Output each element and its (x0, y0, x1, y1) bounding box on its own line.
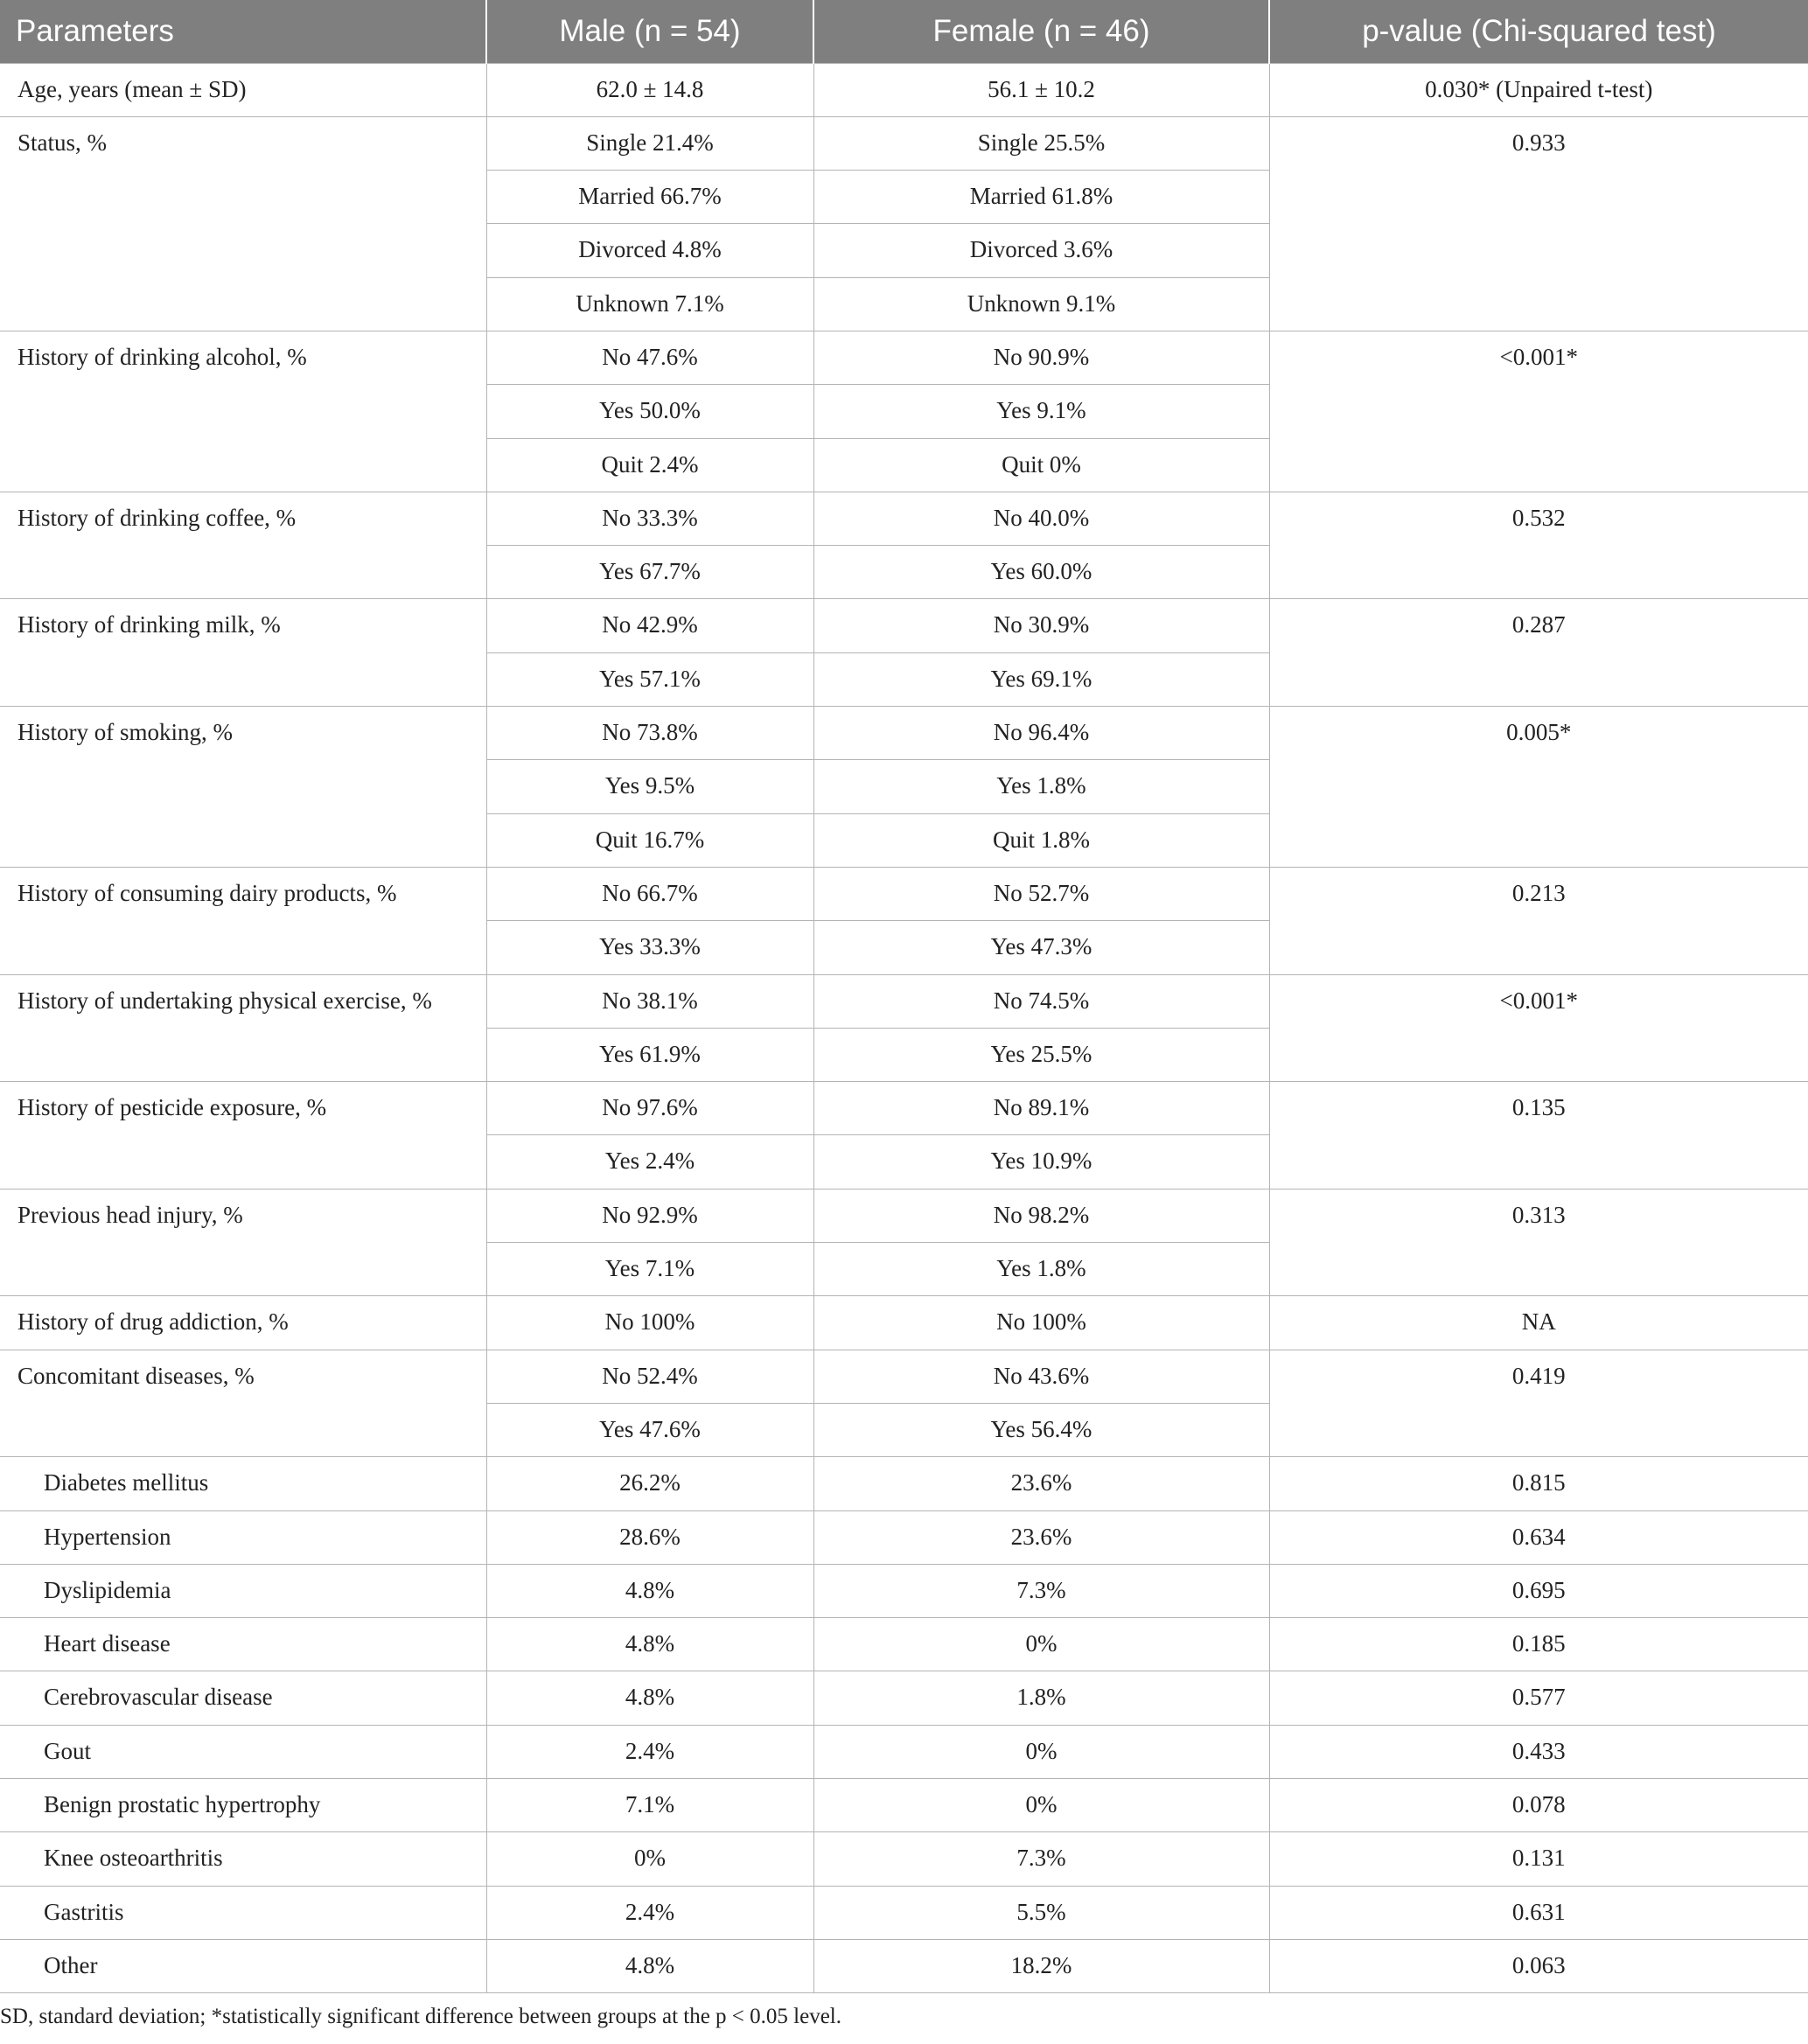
table-row (0, 1457, 1808, 1510)
female-value-cell: 0% (813, 1779, 1269, 1832)
p-value-cell: 0.419 (1269, 1350, 1808, 1457)
male-value-cell: Yes 50.0% (486, 385, 813, 438)
table-row (0, 1886, 1808, 1939)
table-footnote: SD, standard deviation; *statistically significant difference between groups at the p < 0.05 level. (0, 2005, 841, 2028)
parameter-cell: Gastritis (0, 1886, 486, 1939)
male-value-cell: 4.8% (486, 1564, 813, 1617)
p-value-cell: 0.433 (1269, 1725, 1808, 1778)
table-row (0, 1350, 1808, 1403)
parameter-cell: History of undertaking physical exercise, % (0, 974, 486, 1082)
male-value-cell: 26.2% (486, 1457, 813, 1510)
table-row (0, 1510, 1808, 1564)
female-value-cell: 56.1 ± 10.2 (813, 63, 1269, 116)
female-value-cell: No 96.4% (813, 707, 1269, 760)
male-value-cell: No 66.7% (486, 867, 813, 920)
female-value-cell: 18.2% (813, 1939, 1269, 1992)
p-value-cell: 0.287 (1269, 599, 1808, 707)
male-value-cell: 2.4% (486, 1886, 813, 1939)
female-value-cell: 7.3% (813, 1832, 1269, 1886)
p-value-cell: 0.005* (1269, 707, 1808, 868)
table-row (0, 331, 1808, 384)
male-value-cell: No 52.4% (486, 1350, 813, 1403)
female-value-cell: Unknown 9.1% (813, 277, 1269, 331)
male-value-cell: Yes 47.6% (486, 1403, 813, 1456)
male-value-cell: 28.6% (486, 1510, 813, 1564)
female-value-cell: No 89.1% (813, 1082, 1269, 1135)
male-value-cell: Quit 16.7% (486, 813, 813, 867)
male-value-cell: Divorced 4.8% (486, 224, 813, 277)
table-row (0, 1296, 1808, 1350)
female-value-cell: Married 61.8% (813, 171, 1269, 224)
female-value-cell: 5.5% (813, 1886, 1269, 1939)
female-value-cell: Yes 47.3% (813, 921, 1269, 974)
male-value-cell: No 97.6% (486, 1082, 813, 1135)
male-value-cell: Yes 9.5% (486, 760, 813, 813)
female-value-cell: No 74.5% (813, 974, 1269, 1028)
table-row (0, 1671, 1808, 1725)
parameter-cell: Gout (0, 1725, 486, 1778)
male-value-cell: Yes 61.9% (486, 1028, 813, 1081)
male-value-cell: No 47.6% (486, 331, 813, 384)
male-value-cell: Yes 33.3% (486, 921, 813, 974)
female-value-cell: Yes 60.0% (813, 546, 1269, 599)
table-row (0, 867, 1808, 920)
p-value-cell: 0.695 (1269, 1564, 1808, 1617)
p-value-cell: 0.631 (1269, 1886, 1808, 1939)
male-value-cell: 62.0 ± 14.8 (486, 63, 813, 116)
female-value-cell: No 43.6% (813, 1350, 1269, 1403)
parameter-cell: History of drinking coffee, % (0, 492, 486, 599)
female-value-cell: Yes 1.8% (813, 1243, 1269, 1296)
table-row (0, 492, 1808, 545)
p-value-cell: 0.131 (1269, 1832, 1808, 1886)
parameter-cell: Benign prostatic hypertrophy (0, 1779, 486, 1832)
male-value-cell: Yes 67.7% (486, 546, 813, 599)
male-value-cell: Yes 7.1% (486, 1243, 813, 1296)
p-value-cell: 0.213 (1269, 867, 1808, 974)
parameter-cell: History of consuming dairy products, % (0, 867, 486, 974)
female-value-cell: 1.8% (813, 1671, 1269, 1725)
parameter-cell: Status, % (0, 116, 486, 331)
female-value-cell: No 90.9% (813, 331, 1269, 384)
male-value-cell: Single 21.4% (486, 116, 813, 170)
parameter-cell: Heart disease (0, 1618, 486, 1671)
female-value-cell: Yes 9.1% (813, 385, 1269, 438)
female-value-cell: No 30.9% (813, 599, 1269, 652)
female-value-cell: 23.6% (813, 1457, 1269, 1510)
p-value-cell: 0.577 (1269, 1671, 1808, 1725)
female-value-cell: Yes 56.4% (813, 1403, 1269, 1456)
male-value-cell: Married 66.7% (486, 171, 813, 224)
parameter-cell: Other (0, 1939, 486, 1992)
male-value-cell: Unknown 7.1% (486, 277, 813, 331)
p-value-cell: 0.532 (1269, 492, 1808, 599)
parameter-cell: History of drug addiction, % (0, 1296, 486, 1350)
male-value-cell: 0% (486, 1832, 813, 1886)
p-value-cell: 0.078 (1269, 1779, 1808, 1832)
p-value-cell: 0.933 (1269, 116, 1808, 331)
female-value-cell: No 100% (813, 1296, 1269, 1350)
female-value-cell: No 98.2% (813, 1189, 1269, 1242)
table-body (0, 63, 1808, 1993)
male-value-cell: Quit 2.4% (486, 438, 813, 492)
male-value-cell: No 100% (486, 1296, 813, 1350)
parameter-cell: Hypertension (0, 1510, 486, 1564)
table-row (0, 1618, 1808, 1671)
female-value-cell: Yes 25.5% (813, 1028, 1269, 1081)
female-value-cell: Single 25.5% (813, 116, 1269, 170)
p-value-cell: 0.063 (1269, 1939, 1808, 1992)
parameter-cell: Knee osteoarthritis (0, 1832, 486, 1886)
p-value-cell: <0.001* (1269, 974, 1808, 1082)
male-value-cell: No 42.9% (486, 599, 813, 652)
male-value-cell: Yes 2.4% (486, 1135, 813, 1189)
p-value-cell: 0.030* (Unpaired t-test) (1269, 63, 1808, 116)
table-row (0, 63, 1808, 116)
header-male: Male (n = 54) (486, 0, 813, 63)
table-row (0, 1779, 1808, 1832)
female-value-cell: Yes 10.9% (813, 1135, 1269, 1189)
header-female: Female (n = 46) (813, 0, 1269, 63)
male-value-cell: Yes 57.1% (486, 652, 813, 706)
table-row (0, 1939, 1808, 1992)
male-value-cell: No 73.8% (486, 707, 813, 760)
female-value-cell: 0% (813, 1618, 1269, 1671)
parameter-cell: Cerebrovascular disease (0, 1671, 486, 1725)
p-value-cell: 0.135 (1269, 1082, 1808, 1189)
male-value-cell: 7.1% (486, 1779, 813, 1832)
male-value-cell: 4.8% (486, 1671, 813, 1725)
parameter-cell: History of drinking alcohol, % (0, 331, 486, 492)
p-value-cell: 0.634 (1269, 1510, 1808, 1564)
header-parameters: Parameters (0, 0, 486, 63)
p-value-cell: 0.185 (1269, 1618, 1808, 1671)
parameter-cell: Dyslipidemia (0, 1564, 486, 1617)
p-value-cell: NA (1269, 1296, 1808, 1350)
table-row (0, 1832, 1808, 1886)
table-row (0, 599, 1808, 652)
table-row (0, 116, 1808, 170)
table-row (0, 1189, 1808, 1242)
header-row (0, 0, 1808, 63)
table-row (0, 1082, 1808, 1135)
female-value-cell: Divorced 3.6% (813, 224, 1269, 277)
parameter-cell: Age, years (mean ± SD) (0, 63, 486, 116)
female-value-cell: Quit 0% (813, 438, 1269, 492)
parameter-cell: Previous head injury, % (0, 1189, 486, 1296)
female-value-cell: 23.6% (813, 1510, 1269, 1564)
parameter-cell: History of pesticide exposure, % (0, 1082, 486, 1189)
male-value-cell: No 33.3% (486, 492, 813, 545)
parameter-cell: History of drinking milk, % (0, 599, 486, 707)
parameter-cell: Diabetes mellitus (0, 1457, 486, 1510)
male-value-cell: 4.8% (486, 1939, 813, 1992)
table-row (0, 707, 1808, 760)
female-value-cell: No 52.7% (813, 867, 1269, 920)
female-value-cell: Yes 1.8% (813, 760, 1269, 813)
table-row (0, 1725, 1808, 1778)
parameter-cell: Concomitant diseases, % (0, 1350, 486, 1457)
male-value-cell: No 92.9% (486, 1189, 813, 1242)
female-value-cell: Quit 1.8% (813, 813, 1269, 867)
header-p-value: p-value (Chi-squared test) (1269, 0, 1808, 63)
female-value-cell: Yes 69.1% (813, 652, 1269, 706)
male-value-cell: 4.8% (486, 1618, 813, 1671)
female-value-cell: 7.3% (813, 1564, 1269, 1617)
p-value-cell: 0.313 (1269, 1189, 1808, 1296)
female-value-cell: No 40.0% (813, 492, 1269, 545)
p-value-cell: 0.815 (1269, 1457, 1808, 1510)
table-row (0, 974, 1808, 1028)
female-value-cell: 0% (813, 1725, 1269, 1778)
male-value-cell: No 38.1% (486, 974, 813, 1028)
parameter-cell: History of smoking, % (0, 707, 486, 868)
male-value-cell: 2.4% (486, 1725, 813, 1778)
table-header (0, 0, 1808, 63)
table-row (0, 1564, 1808, 1617)
p-value-cell: <0.001* (1269, 331, 1808, 492)
